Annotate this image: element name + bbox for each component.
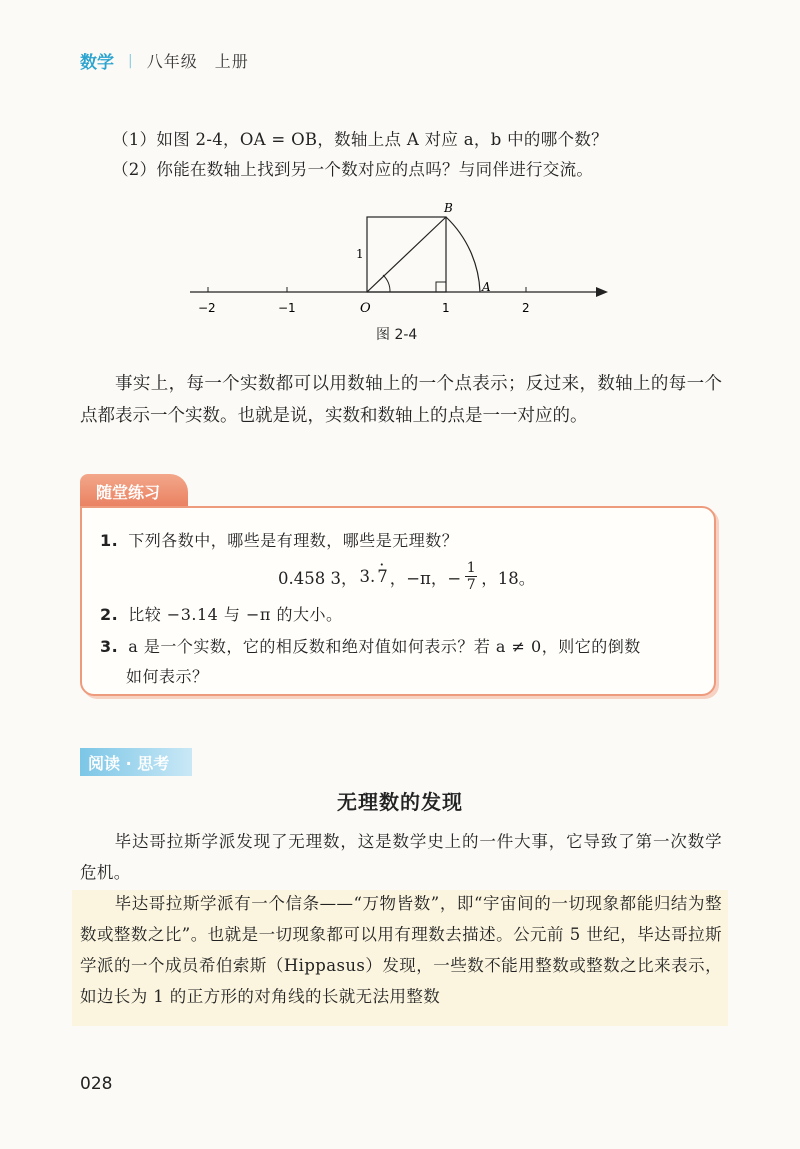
practice-tab-title: 随堂练习: [80, 474, 188, 508]
right-angle-mark: [436, 282, 446, 292]
tick-label-1: 1: [442, 301, 450, 315]
compass-arc: [446, 217, 480, 292]
repeating-digit: 7 ·: [377, 567, 388, 586]
header-subject: 数学: [80, 53, 114, 73]
header-separator: |: [128, 52, 133, 69]
reading-paragraph-1: 毕达哥拉斯学派发现了无理数，这是数学史上的一件大事，它导致了第一次数学危机。: [80, 832, 722, 882]
axis-arrow-icon: [596, 287, 608, 297]
page-number: 028: [80, 1074, 113, 1094]
side-length-label: 1: [356, 247, 364, 261]
tick-label-2: 2: [522, 301, 530, 315]
practice-item-2: 2. 比较 −3.14 与 −π 的大小。: [100, 605, 343, 624]
figure-caption: 图 2-4: [376, 327, 418, 343]
tick-label-minus-2: −2: [198, 301, 216, 315]
practice-item-1: 1. 下列各数中，哪些是有理数，哪些是无理数？: [100, 531, 459, 550]
header-grade: 八年级 上册: [146, 52, 249, 71]
reading-title: 无理数的发现: [337, 790, 463, 814]
reading-tab: 阅读 · 思考: [80, 748, 192, 776]
diagonal-ob: [367, 217, 446, 292]
tick-label-minus-1: −1: [278, 301, 296, 315]
practice-number-list: 0.458 3， 3. 7 · ，−π，− $\frac{1}{7}$ ，18。: [278, 560, 535, 593]
body-paragraph: 事实上，每一个实数都可以用数轴上的一个点表示；反过来，数轴上的每一个点都表示一个实数。也就是说，实数和数轴上的点是一一对应的。: [80, 374, 722, 426]
practice-box: [80, 506, 716, 696]
running-header: [80, 48, 249, 73]
reading-paragraph-2: 毕达哥拉斯学派有一个信条——“万物皆数”，即“宇宙间的一切现象都能归结为整数或整数之比”。也就是一切现象都可以用有理数去描述。公元前 5 世纪，毕达哥拉斯学派的一个成员希伯索斯（Hippasus）发现，一些数不能用整数或整数之比来表示，如边长为 1 的正方形的对角线的长就无法用整数: [80, 894, 722, 1006]
question-1: （1）如图 2-4，OA = OB，数轴上点 A 对应 a，b 中的哪个数？: [112, 130, 608, 149]
practice-item-3-continuation: 如何表示？: [126, 667, 209, 686]
angle-mark: [383, 275, 390, 292]
origin-label: O: [360, 301, 371, 316]
number-line-figure: [180, 195, 620, 325]
point-a-label: A: [482, 280, 491, 294]
practice-item-3: 3. a 是一个实数，它的相反数和绝对值如何表示？若 a ≠ 0，则它的倒数: [100, 637, 641, 656]
question-2: （2）你能在数轴上找到另一个数对应的点吗？与同伴进行交流。: [112, 160, 594, 179]
fraction-one-seventh: $\frac{1}{7}$: [466, 560, 476, 593]
point-b-label: B: [444, 201, 453, 215]
